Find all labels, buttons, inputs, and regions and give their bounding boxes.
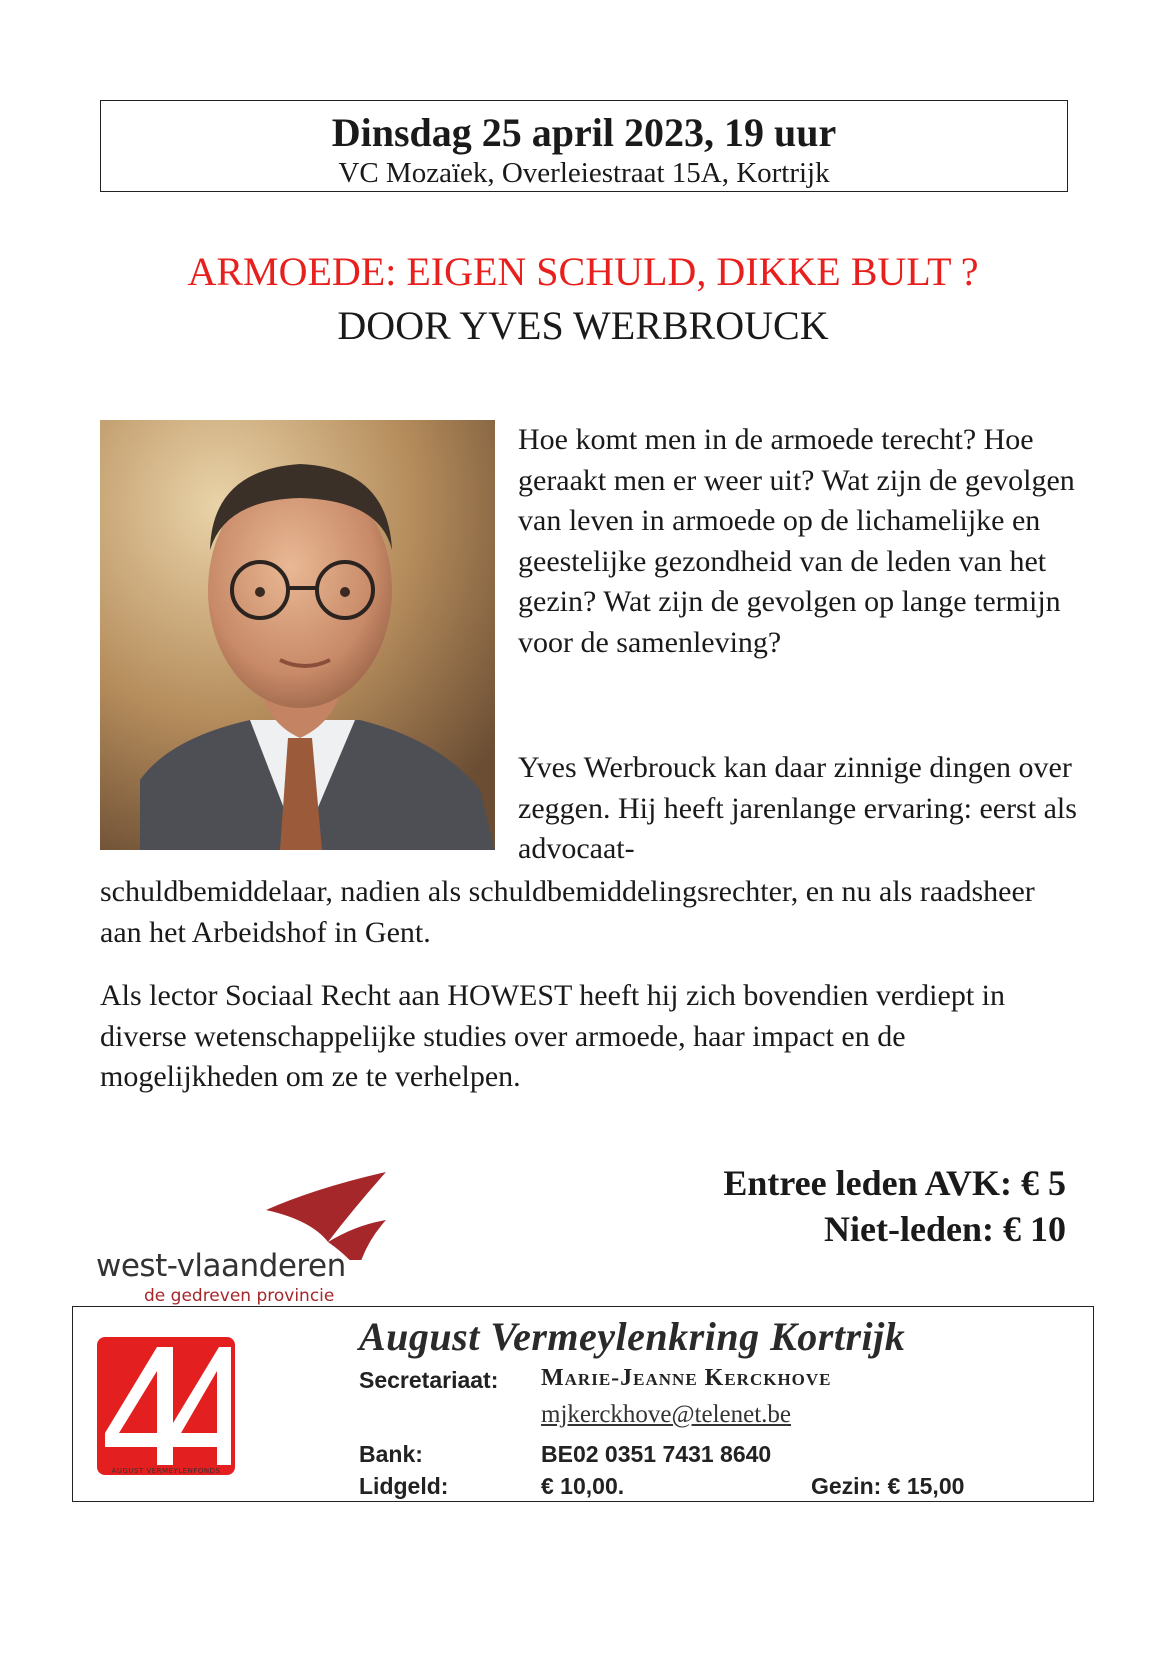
membership-fee-label: Lidgeld: [359, 1473, 449, 1499]
bio-paragraph-part-2: schuldbemiddelaar, nadien als schuldbemiddelingsrechter, en nu als raadsheer aan het Arbeidshof in Gent. [100, 875, 1035, 949]
west-vlaanderen-emblem-icon [96, 1170, 416, 1260]
price-non-members: Niet-leden: € 10 [824, 1209, 1066, 1249]
avk-4-emblem-icon [97, 1337, 235, 1475]
organisation-footer [72, 1306, 1094, 1502]
secretariat-email-link[interactable]: mjkerckhove@telenet.be [541, 1401, 791, 1428]
membership-fee-value: € 10,00. [541, 1473, 625, 1499]
lecture-title: ARMOEDE: EIGEN SCHULD, DIKKE BULT ? [187, 249, 979, 294]
price-members: Entree leden AVK: € 5 [723, 1163, 1066, 1203]
avk-logo-caption: AUGUST VERMEYLENFONDS [111, 1467, 221, 1475]
west-vlaanderen-wordmark: west-vlaanderen [96, 1248, 346, 1284]
lecture-speaker: DOOR YVES WERBROUCK [337, 303, 829, 348]
family-fee: Gezin: € 15,00 [811, 1473, 965, 1499]
bio-paragraph-part-1: Yves Werbrouck kan daar zinnige dingen over zeggen. Hij heeft jarenlange ervaring: eerst als advocaat- [518, 751, 1077, 865]
secretariat-label: Secretariaat: [359, 1367, 499, 1393]
speaker-portrait-illustration [100, 420, 495, 850]
secretariat-name: Marie-Jeanne Kerckhove [541, 1365, 832, 1391]
west-vlaanderen-tagline: de gedreven provincie [144, 1286, 335, 1306]
bank-account-number: BE02 0351 7431 8640 [541, 1441, 772, 1467]
intro-paragraph: Hoe komt men in de armoede terecht? Hoe geraakt men er weer uit? Wat zijn de gevolgen van leven in armoede op de lichamelijke en geestelijke gezondheid van de leden van het gezin? Wat zijn de gevolgen op lange termijn voor de samenleving? [518, 423, 1075, 659]
west-vlaanderen-logo [96, 1170, 416, 1304]
event-location: VC Mozaïek, Overleiestraat 15A, Kortrijk [338, 157, 830, 189]
event-date-time: Dinsdag 25 april 2023, 19 uur [331, 110, 837, 155]
price-info [723, 1160, 1066, 1252]
bank-label: Bank: [359, 1441, 423, 1467]
speaker-photo [100, 420, 495, 850]
avk-logo [97, 1337, 235, 1475]
lector-paragraph: Als lector Sociaal Recht aan HOWEST heeft hij zich bovendien verdiept in diverse wetenschappelijke studies over armoede, haar impact en de mogelijkheden om ze te verhelpen. [100, 979, 1005, 1093]
event-header-box [100, 100, 1068, 192]
organisation-name: August Vermeylenkring Kortrijk [359, 1314, 906, 1359]
